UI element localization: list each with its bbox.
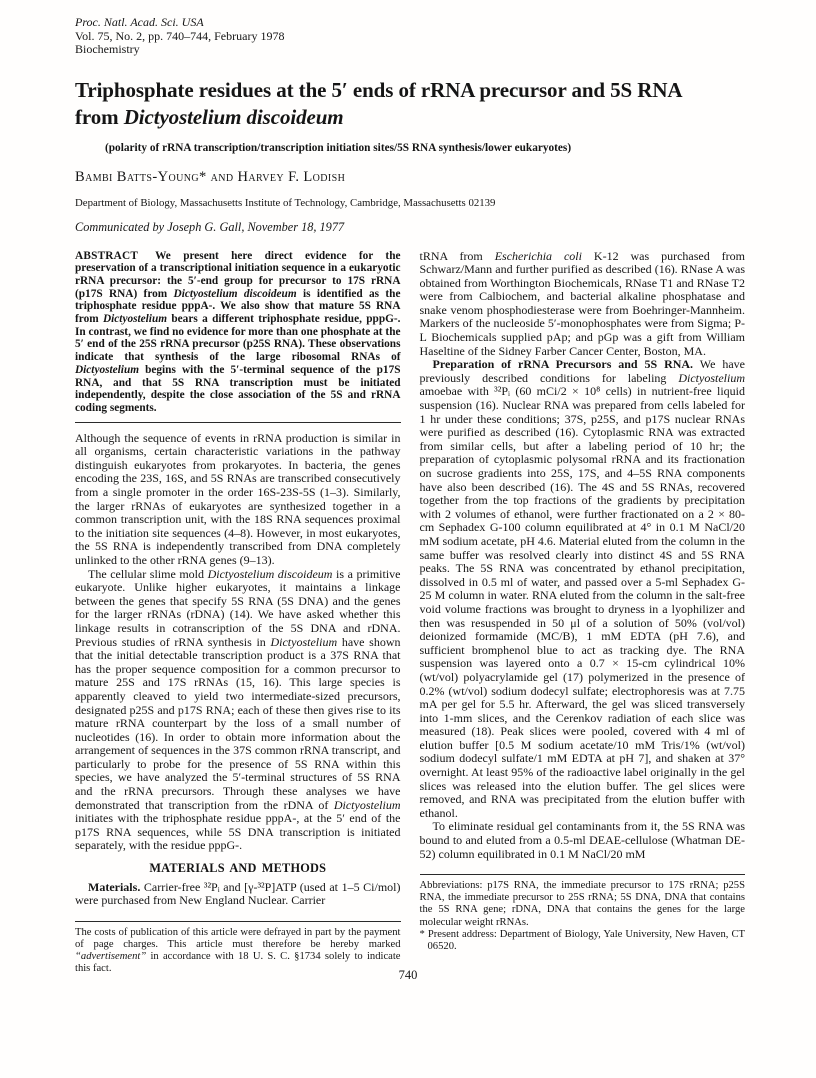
- journal-header: [75, 16, 745, 57]
- publication-costs-text: The costs of publication of this article were defrayed in part by the payment of page charges. This article must therefore be hereby marked “advertisement” in accordance with 18 U. S. C. §1734 solely to indicate this fact.: [75, 926, 401, 975]
- journal-section: Biochemistry: [75, 42, 140, 56]
- methods-paragraph-1: tRNA from Escherichia coli K-12 was purchased from Schwarz/Mann and further purified as described (16). RNase A was obtained from Worthington Biochemicals, RNase T1 and RNase T2 were from Calbiochem, and bacterial alkaline phosphatase and snake venom phosphodiesterase were from Boehringer-Mannheim. Markers of the nucleoside 5′-monophosphates were from Sigma; P-L Biochemicals supplied pAp; and pGp was a gift from William Haseltine of the Sidney Farber Cancer Center, Boston, MA.: [419, 248, 746, 358]
- article-title: [75, 77, 745, 131]
- abstract-label: ABSTRACT: [75, 249, 139, 262]
- methods-paragraph-3: To eliminate residual gel contaminants from it, the 5S RNA was bound to and eluted from a 0.5-ml DEAE-cellulose (Whatman DE-52) column equilibrated in 0.1 M NaCl/20 mM: [419, 819, 745, 861]
- right-column: [420, 250, 746, 976]
- two-column-body: [75, 250, 745, 976]
- article-title-line1: Triphosphate residues at the 5′ ends of rRNA precursor and 5S RNA: [75, 77, 683, 102]
- journal-issue-line: Vol. 75, No. 2, pp. 740–744, February 1978: [75, 28, 285, 43]
- left-column: [75, 250, 401, 976]
- abstract-text: We present here direct evidence for the preservation of a transcriptional initiation sequence in a eukaryotic rRNA precursor: the 5′-end group for precursor to 17S rRNA (p17S RNA) from Dictyostelium discoideum is identified as the triphosphate residue pppA-. We also show that mature 5S RNA from Dictyostelium bears a different triphosphate residue, pppG-. In contrast, we find no evidence for more than one phosphate at the 5′ end of the 25S rRNA precursor (p25S RNA). These observations indicate that synthesis of the large ribosomal RNAs of Dictyostelium begins with the 5′-terminal sequence of the p17S RNA, and that 5S RNA transcription must be initiated independently, despite the close association of the 5S and rRNA coding segments.: [75, 249, 401, 414]
- methods-paragraph-2: Preparation of rRNA Precursors and 5S RNA. We have previously described conditions for labeling Dictyostelium amoebae with ³²Pᵢ (60 mCi/2 × 10⁸ cells) in nutrient-free liquid suspension (16). Nuclear RNA was prepared from cells labeled for 1 hr under these conditions; 37S, p25S, and p17S nuclear RNAs were purified as described (16). Cytoplasmic RNA was extracted from similar cells, but after a labeling period of 10 hr; the preparation of cytoplasmic polysomal rRNA and its fractionation on sucrose gradients into 25S, 17S, and 4–5S RNA components have also been described (16). The 4S and 5S RNAs, recovered together from the top fractions of the gradients by precipitation with 2 volumes of ethanol, were further fractionated on a 2 × 80-cm Sephadex G-100 column equilibrated at 4° in 0.1 M NaCl/20 mM sodium acetate, pH 4.6. Material eluted from the column in the same buffer was resolved clearly into distinct 4S and 5S RNA peaks. The 5S RNA was concentrated by ethanol precipitation, dissolved in 0.5 ml of water, and passed over a 5-ml Sephadex G-25 M column in water. RNA eluted from the column in the salt-free void volume fractions was brought to dryness in a lyophilizer and then was resuspended in 50 μl of a solution of 50% (vol/vol) deionized formamide (MC/B), 1 mM EDTA (pH 7.6), and sufficient bromphenol blue to act as tracking dye. The RNA suspension was layered onto a 0.7 × 15-cm cylindrical 10% (wt/vol) polyacrylamide gel (17) polymerized in the presence of 0.2% (wt/vol) sodium dodecyl sulfate; electrophoresis was at 7.75 mA per gel for 5.5 hr. Afterward, the gel was sliced transversely into 1-mm slices, and the Cerenkov radiation of each slice was measured (18). Peak slices were pooled, covered with 4 ml of elution buffer [0.5 M sodium acetate/10 mM Tris/1% (wt/vol) sodium dodecyl sulfate/1 mM EDTA at pH 7], and shaken at 37° overnight. At least 95% of the radioactive label originally in the gel slices was released into the elution buffer. The gel slices were removed, and RNA was precipitated from the elution buffer with ethanol.: [419, 357, 745, 820]
- materials-methods-heading: MATERIALS AND METHODS: [149, 861, 327, 876]
- abstract-section: [75, 250, 401, 415]
- affiliation: Department of Biology, Massachusetts Institute of Technology, Cambridge, Massachusetts 02139: [75, 196, 496, 209]
- present-address-footnote: * Present address: Department of Biology, Yale University, New Haven, CT 06520.: [419, 928, 745, 952]
- intro-paragraph-2: The cellular slime mold Dictyostelium discoideum is a primitive eukaryote. Unlike higher eukaryotes, it maintains a linkage between the genes that specify 5S RNA (5S DNA) and the genes for the larger rRNAs (rDNA) (14). We have asked whether this linkage results in cotranscription of the 5S DNA and rDNA. Previous studies of rRNA synthesis in Dictyostelium have shown that the initial detectable transcription product is a 37S RNA that has the proper sequence composition for a common precursor to mature 25S and 17S rRNAs (15, 16). This large species is apparently cleaved to yield two intermediate-sized precursors, designated p25S and p17S RNA; each of these then gives rise to its mature rRNA counterpart by the loss of a small number of nucleotides (16). In order to obtain more information about the arrangement of sequences in the 37S common rRNA transcript, and particularly to probe for the presence of 5S RNA within this species, we have analyzed the 5′-terminal structures of 5S RNA and the rRNA precursors. Through these analyses we have demonstrated that transcription from the rDNA of Dictyostelium initiates with the triphosphate residue pppA-, at the 5′ end of the p17S RNA sequences, while 5S DNA transcription is initiated separately, with the residue pppG-.: [75, 566, 401, 853]
- methods-text: [420, 250, 746, 862]
- abstract-divider: [75, 422, 401, 423]
- footnote-divider-right: [420, 874, 746, 875]
- article-title-line2: from Dictyostelium discoideum: [75, 104, 344, 129]
- abbreviations-footnote: [420, 880, 746, 953]
- right-footnote-block: [420, 874, 746, 953]
- page-number: 740: [398, 968, 418, 982]
- materials-paragraph: Materials. Carrier-free ³²Pᵢ and [γ-³²P]ATP (used at 1–5 Ci/mol) were purchased from New England Nuclear. Carrier: [75, 879, 401, 908]
- journal-name: Proc. Natl. Acad. Sci. USA: [75, 15, 204, 29]
- author-list: Bambi Batts-Young* and Harvey F. Lodish: [75, 168, 346, 185]
- keywords-line: (polarity of rRNA transcription/transcription initiation sites/5S RNA synthesis/lower eukaryotes): [105, 141, 572, 154]
- footnote-divider-left: [75, 921, 401, 922]
- communicated-line: Communicated by Joseph G. Gall, November 18, 1977: [75, 219, 345, 234]
- abbreviations-text: Abbreviations: p17S RNA, the immediate precursor to 17S rRNA; p25S RNA, the immediate precursor to 25S rRNA; 5S DNA, DNA that contains the 5S RNA gene; rDNA, DNA that contains the genes for the large molecular weight rRNAs.: [419, 880, 745, 928]
- intro-paragraph-1: Although the sequence of events in rRNA production is similar in all organisms, certain characteristic variations in the pathway distinguish eukaryotes from prokaryotes. In bacteria, the genes encoding the 23S, 16S, and 5S RNAs are transcribed consecutively from a single promoter in the order 16S-23S-5S (1–3). Similarly, the larger rRNAs of eukaryotes are synthesized together in a common transcription unit, with the 18S RNA sequences proximal to the initiation site sequences (4–8). However, in most eukaryotes, the 5S RNA is independently transcribed from DNA completely unlinked to the other rRNA genes (9–13).: [75, 430, 401, 567]
- introduction-text: [75, 432, 401, 908]
